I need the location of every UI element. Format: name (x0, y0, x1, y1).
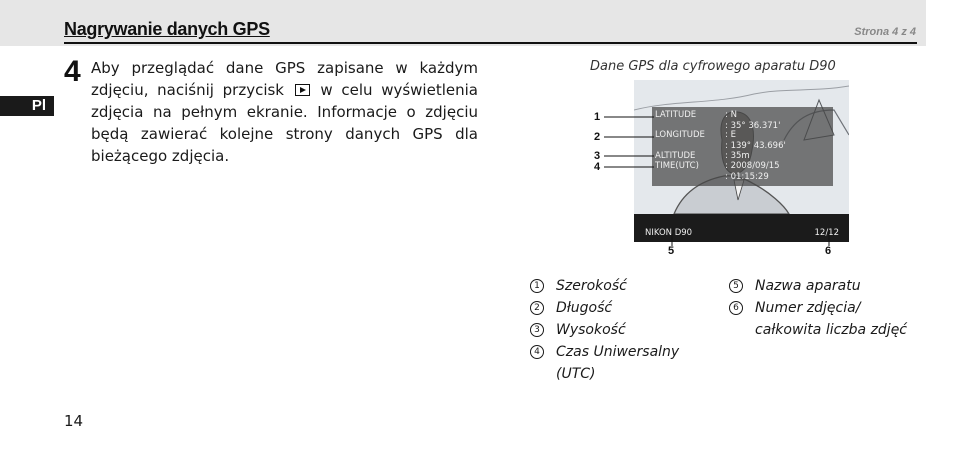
longitude-direction: : E (725, 130, 736, 140)
legend-continuation: (UTC) (556, 366, 596, 382)
time-label: TIME(UTC) (655, 161, 699, 171)
header-divider (64, 42, 917, 44)
legend-number: 3 (530, 323, 544, 337)
page-title: Nagrywanie danych GPS (64, 19, 270, 39)
legend-number: 4 (530, 345, 544, 359)
step-text-part-2: w celu wyświetlenia zdjęcia na pełnym ekranie. Informacje o zdjęciu będą zawierać kolejne strony danych GPS dla bieżącego zdjęcia. (91, 81, 478, 165)
page-number: 14 (64, 412, 84, 430)
legend-item (729, 297, 907, 319)
legend-item (530, 341, 679, 363)
legend-text: Wysokość (556, 322, 626, 338)
callout-leader-lines (598, 100, 858, 260)
legend-item (729, 275, 907, 297)
altitude-label: ALTITUDE (655, 151, 696, 161)
camera-name: NIKON D90 (645, 228, 693, 238)
latitude-value: : 35° 36.371' (725, 121, 781, 131)
frame-counter: 12/12 (814, 228, 839, 238)
legend-item (530, 297, 679, 319)
callout-2: 2 (594, 131, 601, 143)
legend-left (530, 275, 679, 385)
page-indicator: Strona 4 z 4 (854, 26, 916, 38)
legend-number: 5 (729, 279, 743, 293)
legend-text: Czas Uniwersalny (556, 344, 680, 360)
longitude-value: : 139° 43.696' (725, 141, 786, 151)
altitude-value: : 35m (725, 151, 750, 161)
latitude-direction: : N (725, 110, 737, 120)
legend-item (530, 275, 679, 297)
legend-right (729, 275, 907, 341)
legend-text: Numer zdjęcia/ (755, 300, 861, 316)
legend-continuation: całkowita liczba zdjęć (755, 322, 908, 338)
latitude-label: LATITUDE (655, 110, 697, 120)
callout-4: 4 (594, 161, 601, 173)
date-value: : 2008/09/15 (725, 161, 780, 171)
longitude-label: LONGITUDE (655, 130, 705, 140)
callout-1: 1 (594, 111, 601, 123)
step-text-part-1: Aby przeglądać dane GPS zapisane w każdym zdjęciu, naciśnij przycisk (91, 59, 478, 99)
legend-number: 6 (729, 301, 743, 315)
callout-5: 5 (668, 245, 675, 257)
time-value: : 01:15:29 (725, 172, 769, 182)
legend-number: 1 (530, 279, 544, 293)
callout-3: 3 (594, 150, 601, 162)
figure-caption: Dane GPS dla cyfrowego aparatu D90 (590, 59, 836, 74)
language-tab: Pl (0, 96, 54, 116)
legend-item (530, 319, 679, 341)
step-instruction (91, 57, 478, 167)
callout-6: 6 (825, 245, 832, 257)
step-number: 4 (64, 55, 81, 88)
legend-number: 2 (530, 301, 544, 315)
playback-button-icon (295, 84, 310, 96)
legend-text: Nazwa aparatu (755, 278, 861, 294)
legend-text: Długość (556, 300, 613, 316)
legend-text: Szerokość (556, 278, 627, 294)
